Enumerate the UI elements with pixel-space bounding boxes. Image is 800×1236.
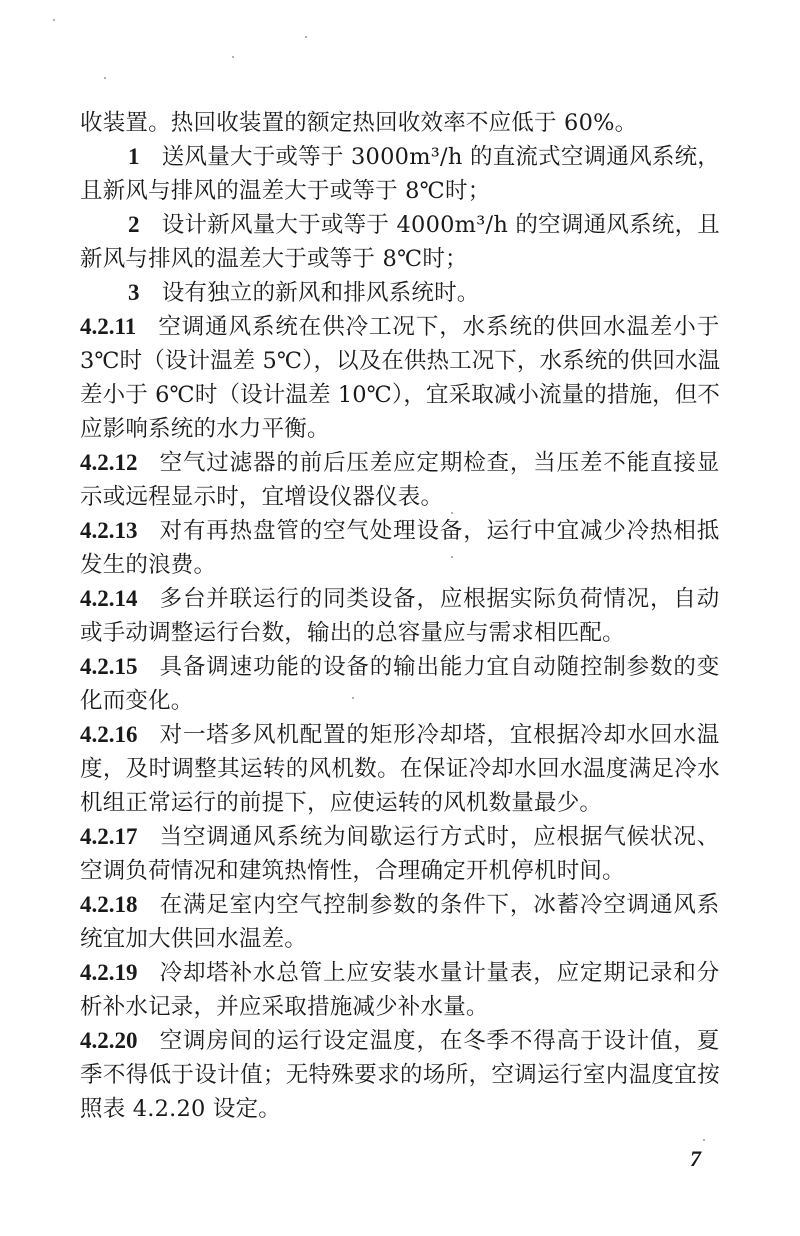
line-text: 空调通风系统在供冷工况下，水系统的供回水温差小于 (158, 314, 720, 340)
line-text: 度，及时调整其运转的风机数。在保证冷却水回水温度满足冷水 (80, 756, 720, 782)
clause-heading-line (80, 446, 720, 480)
clause-heading-line (80, 582, 720, 616)
paragraph-line (80, 752, 720, 786)
line-text: 当空调通风系统为间歇运行方式时，应根据气候状况、 (159, 824, 720, 850)
paragraph-line (80, 990, 720, 1024)
line-text: 具备调速功能的设备的输出能力宜自动随控制参数的变 (159, 654, 720, 680)
paragraph-line (80, 378, 720, 412)
paragraph-line (80, 242, 720, 276)
clause-number: 4.2.15 (80, 654, 138, 679)
line-text: 设计新风量大于或等于 4000m³/h 的空调通风系统，且 (161, 212, 721, 238)
item-number: 2 (128, 212, 140, 237)
paragraph-line (80, 174, 720, 208)
line-text: 空调负荷情况和建筑热惰性，合理确定开机停机时间。 (80, 858, 625, 884)
clause-number: 4.2.20 (80, 1028, 138, 1053)
paragraph-line (80, 344, 720, 378)
clause-number: 4.2.17 (80, 824, 138, 849)
paragraph-line (80, 412, 720, 446)
line-text: 示或远程显示时，宜增设仪器仪表。 (80, 484, 444, 510)
paragraph-line (80, 616, 720, 650)
line-text: 应影响系统的水力平衡。 (80, 416, 330, 442)
clause-heading-line (80, 888, 720, 922)
paragraph-line (80, 1058, 720, 1092)
scan-speck (232, 56, 234, 58)
scan-speck (352, 697, 354, 699)
clause-heading-line (80, 310, 720, 344)
clause-number: 4.2.12 (80, 450, 138, 475)
line-text: 对有再热盘管的空气处理设备，运行中宜减少冷热相抵 (159, 518, 720, 544)
line-text: 设有独立的新风和排风系统时。 (161, 280, 480, 306)
scan-speck (53, 19, 55, 21)
clause-number: 4.2.13 (80, 518, 138, 543)
list-item-line (80, 140, 720, 174)
clause-heading-line (80, 514, 720, 548)
line-text: 析补水记录，并应采取措施减少补水量。 (80, 994, 489, 1020)
line-text: 在满足室内空气控制参数的条件下，冰蓄冷空调通风系 (159, 892, 720, 918)
line-text: 或手动调整运行台数，输出的总容量应与需求相匹配。 (80, 620, 625, 646)
scan-speck (104, 77, 106, 79)
paragraph-line (80, 1092, 720, 1126)
line-text: 统宜加大供回水温差。 (80, 926, 308, 952)
item-number: 3 (128, 280, 140, 305)
scan-speck (305, 36, 307, 38)
paragraph-line (80, 786, 720, 820)
line-text: 多台并联运行的同类设备，应根据实际负荷情况，自动 (159, 586, 720, 612)
line-text: 差小于 6℃时（设计温差 10℃），宜采取减小流量的措施，但不 (80, 382, 720, 408)
paragraph-line (80, 106, 720, 140)
clause-number: 4.2.18 (80, 892, 138, 917)
line-text: 送风量大于或等于 3000m³/h 的直流式空调通风系统， (161, 144, 721, 170)
paragraph-line (80, 480, 720, 514)
item-number: 1 (128, 144, 140, 169)
line-text: 发生的浪费。 (80, 552, 217, 578)
line-text: 新风与排风的温差大于或等于 8℃时； (80, 246, 468, 272)
paragraph-line (80, 854, 720, 888)
scan-speck (451, 556, 453, 558)
line-text: 照表 4.2.20 设定。 (80, 1096, 281, 1122)
paragraph-line (80, 548, 720, 582)
line-text: 机组正常运行的前提下，应使运转的风机数量最少。 (80, 790, 603, 816)
scan-speck (451, 512, 453, 514)
clause-heading-line (80, 650, 720, 684)
line-text: 收装置。热回收装置的额定热回收效率不应低于 60%。 (80, 110, 638, 136)
clause-number: 4.2.14 (80, 586, 138, 611)
clause-number: 4.2.11 (80, 314, 137, 339)
line-text: 且新风与排风的温差大于或等于 8℃时； (80, 178, 491, 204)
page-number: 7 (690, 1146, 701, 1171)
clause-number: 4.2.16 (80, 722, 138, 747)
list-item-line (80, 276, 720, 310)
line-text: 冷却塔补水总管上应安装水量计量表，应定期记录和分 (159, 960, 720, 986)
clause-number: 4.2.19 (80, 960, 138, 985)
line-text: 空调房间的运行设定温度，在冬季不得高于设计值，夏 (159, 1028, 720, 1054)
line-text: 化而变化。 (80, 688, 194, 714)
list-item-line (80, 208, 720, 242)
line-text: 季不得低于设计值；无特殊要求的场所，空调运行室内温度宜按 (80, 1062, 720, 1088)
document-body (80, 106, 720, 1126)
line-text: 3℃时（设计温差 5℃），以及在供热工况下，水系统的供回水温 (80, 348, 721, 374)
clause-heading-line (80, 1024, 720, 1058)
clause-heading-line (80, 820, 720, 854)
line-text: 空气过滤器的前后压差应定期检查，当压差不能直接显 (159, 450, 720, 476)
paragraph-line (80, 922, 720, 956)
line-text: 对一塔多风机配置的矩形冷却塔，宜根据冷却水回水温 (159, 722, 720, 748)
clause-heading-line (80, 718, 720, 752)
paragraph-line (80, 684, 720, 718)
clause-heading-line (80, 956, 720, 990)
scan-speck (703, 1139, 705, 1141)
